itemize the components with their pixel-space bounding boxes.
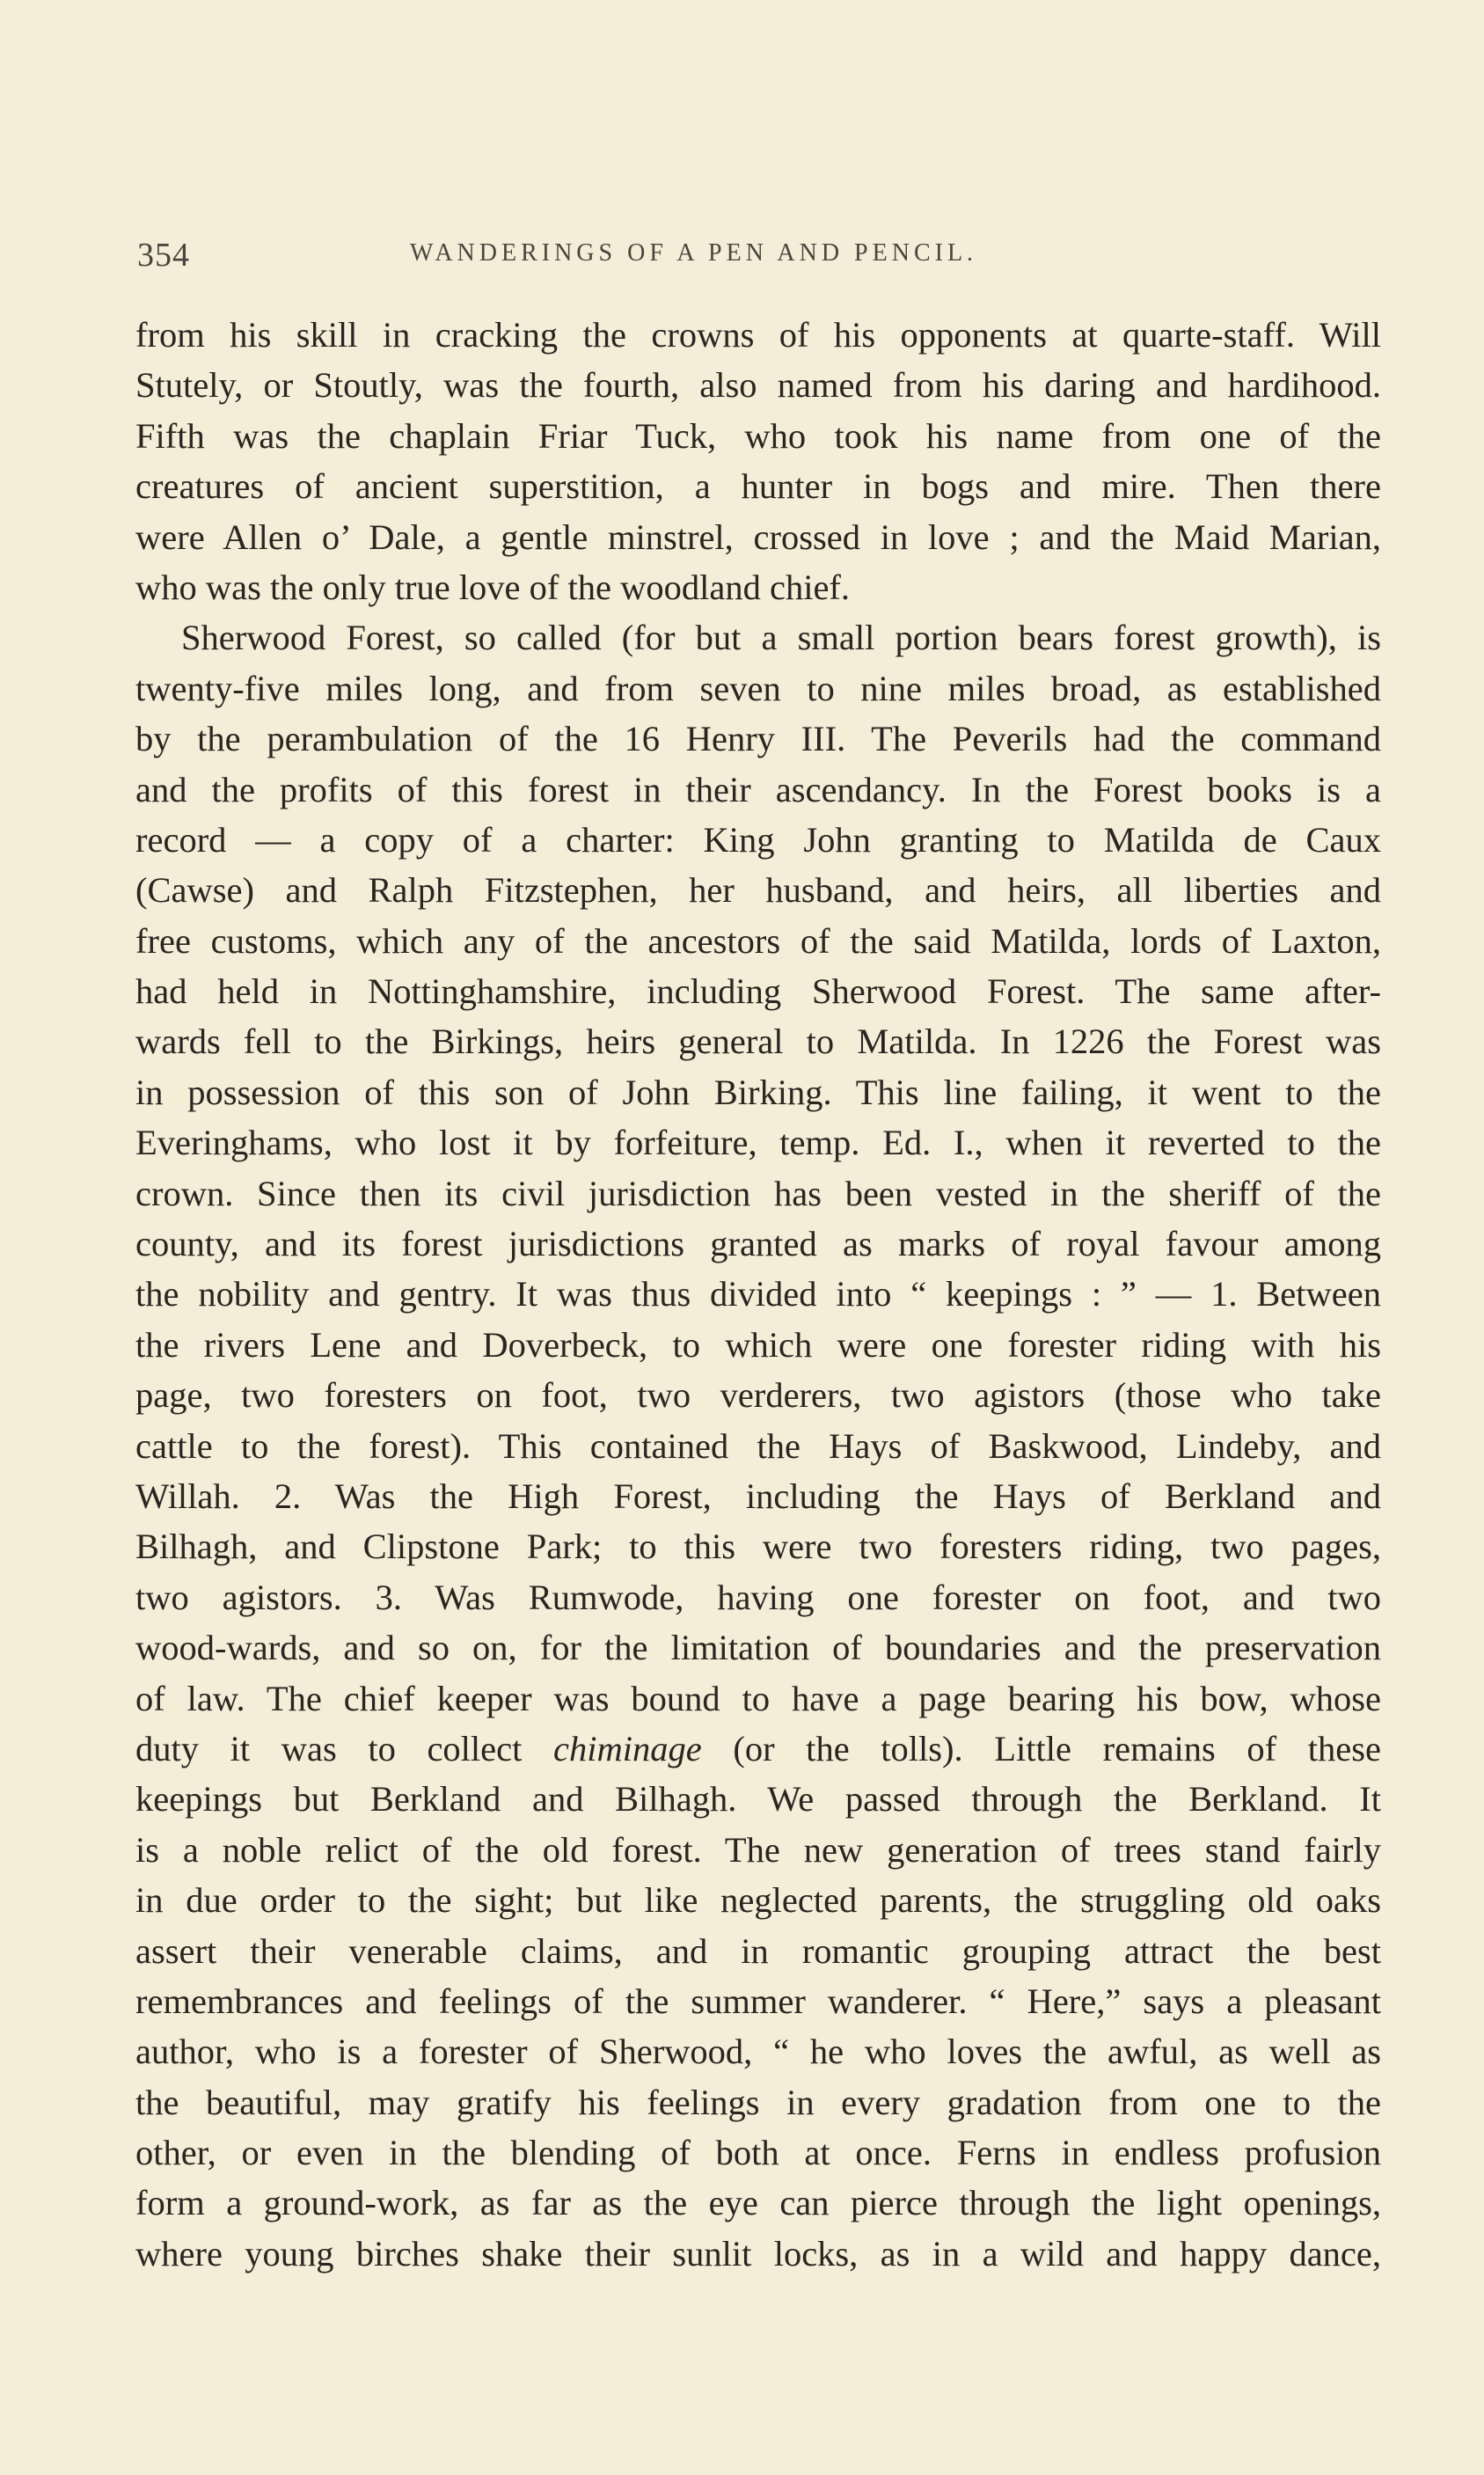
text-line: assert their venerable claims, and in romantic grouping attract the best: [135, 1930, 1381, 1971]
text-line: crown. Since then its civil jurisdiction has been vested in the sheriff of the: [135, 1173, 1381, 1213]
text-line: (Cawse) and Ralph Fitzstephen, her husband, and heirs, all liberties and: [135, 870, 1381, 911]
text-line: twenty-five miles long, and from seven to nine miles broad, as established: [135, 668, 1381, 708]
text-line: free customs, which any of the ancestors of the said Matilda, lords of Laxton,: [135, 920, 1381, 961]
text-line: the nobility and gentry. It was thus divided into “ keepings : ” — 1. Between: [135, 1274, 1381, 1314]
text-line: cattle to the forest). This contained the Hays of Baskwood, Lindeby, and: [135, 1425, 1381, 1466]
text-line: wards fell to the Birkings, heirs general to Matilda. In 1226 the Forest was: [135, 1021, 1381, 1062]
text-segment: (or the tolls). Little remains of these: [701, 1728, 1381, 1768]
text-line: remembrances and feelings of the summer wanderer. “ Here,” says a pleasant: [135, 1981, 1381, 2021]
text-line: in possession of this son of John Birking. This line failing, it went to the: [135, 1072, 1381, 1112]
running-title: WANDERINGS OF A PEN AND PENCIL.: [410, 239, 978, 267]
text-line: of law. The chief keeper was bound to have a page bearing his bow, whose: [135, 1678, 1381, 1718]
text-line: record — a copy of a charter: King John granting to Matilda de Caux: [135, 819, 1381, 860]
text-line: wood-wards, and so on, for the limitation of boundaries and the preservation: [135, 1628, 1381, 1668]
text-segment: duty it was to collect: [135, 1728, 554, 1768]
text-line: Stutely, or Stoutly, was the fourth, also named from his daring and hardihood.: [135, 365, 1381, 406]
text-line: Bilhagh, and Clipstone Park; to this were two foresters riding, two pages,: [135, 1527, 1381, 1567]
text-line: from his skill in cracking the crowns of his opponents at quarte-staff. Will: [135, 315, 1381, 355]
text-line: form a ground-work, as far as the eye can pierce through the light openings,: [135, 2183, 1381, 2223]
text-line: Willah. 2. Was the High Forest, including the Hays of Berkland and: [135, 1475, 1381, 1516]
text-line: creatures of ancient superstition, a hunter in bogs and mire. Then there: [135, 466, 1381, 507]
body-text: [135, 310, 1381, 2279]
running-head: [137, 236, 1381, 280]
paragraph-start-line: Sherwood Forest, so called (for but a small portion bears forest growth), is: [181, 618, 1381, 658]
text-line: had held in Nottinghamshire, including Sherwood Forest. The same after-: [135, 971, 1381, 1012]
text-line: by the perambulation of the 16 Henry III. The Peverils had the command: [135, 719, 1381, 759]
text-line: who was the only true love of the woodland chief.: [135, 567, 851, 607]
text-line-with-italic: [135, 1724, 1381, 1774]
text-line: Everinghams, who lost it by forfeiture, temp. Ed. I., when it reverted to the: [135, 1123, 1381, 1163]
text-line: keepings but Berkland and Bilhagh. We passed through the Berkland. It: [135, 1779, 1381, 1820]
text-line: page, two foresters on foot, two verderers, two agistors (those who take: [135, 1375, 1381, 1416]
text-line: the beautiful, may gratify his feelings in every gradation from one to the: [135, 2082, 1381, 2122]
text-line: county, and its forest jurisdictions granted as marks of royal favour among: [135, 1224, 1381, 1264]
text-line: the rivers Lene and Doverbeck, to which were one forester riding with his: [135, 1324, 1381, 1365]
text-line: two agistors. 3. Was Rumwode, having one forester on foot, and two: [135, 1577, 1381, 1617]
page-number: 354: [137, 237, 190, 274]
text-line: in due order to the sight; but like neglected parents, the struggling old oaks: [135, 1880, 1381, 1921]
text-line: is a noble relict of the old forest. The new generation of trees stand fairly: [135, 1829, 1381, 1870]
text-line: other, or even in the blending of both at once. Ferns in endless profusion: [135, 2133, 1381, 2173]
text-line: where young birches shake their sunlit locks, as in a wild and happy dance,: [135, 2233, 1381, 2274]
text-line: Fifth was the chaplain Friar Tuck, who took his name from one of the: [135, 415, 1381, 456]
text-line: were Allen o’ Dale, a gentle minstrel, crossed in love ; and the Maid Marian,: [135, 516, 1381, 557]
italic-term: chiminage: [553, 1728, 702, 1768]
text-line: and the profits of this forest in their ascendancy. In the Forest books is a: [135, 769, 1381, 809]
text-line: author, who is a forester of Sherwood, “ he who loves the awful, as well as: [135, 2032, 1381, 2072]
